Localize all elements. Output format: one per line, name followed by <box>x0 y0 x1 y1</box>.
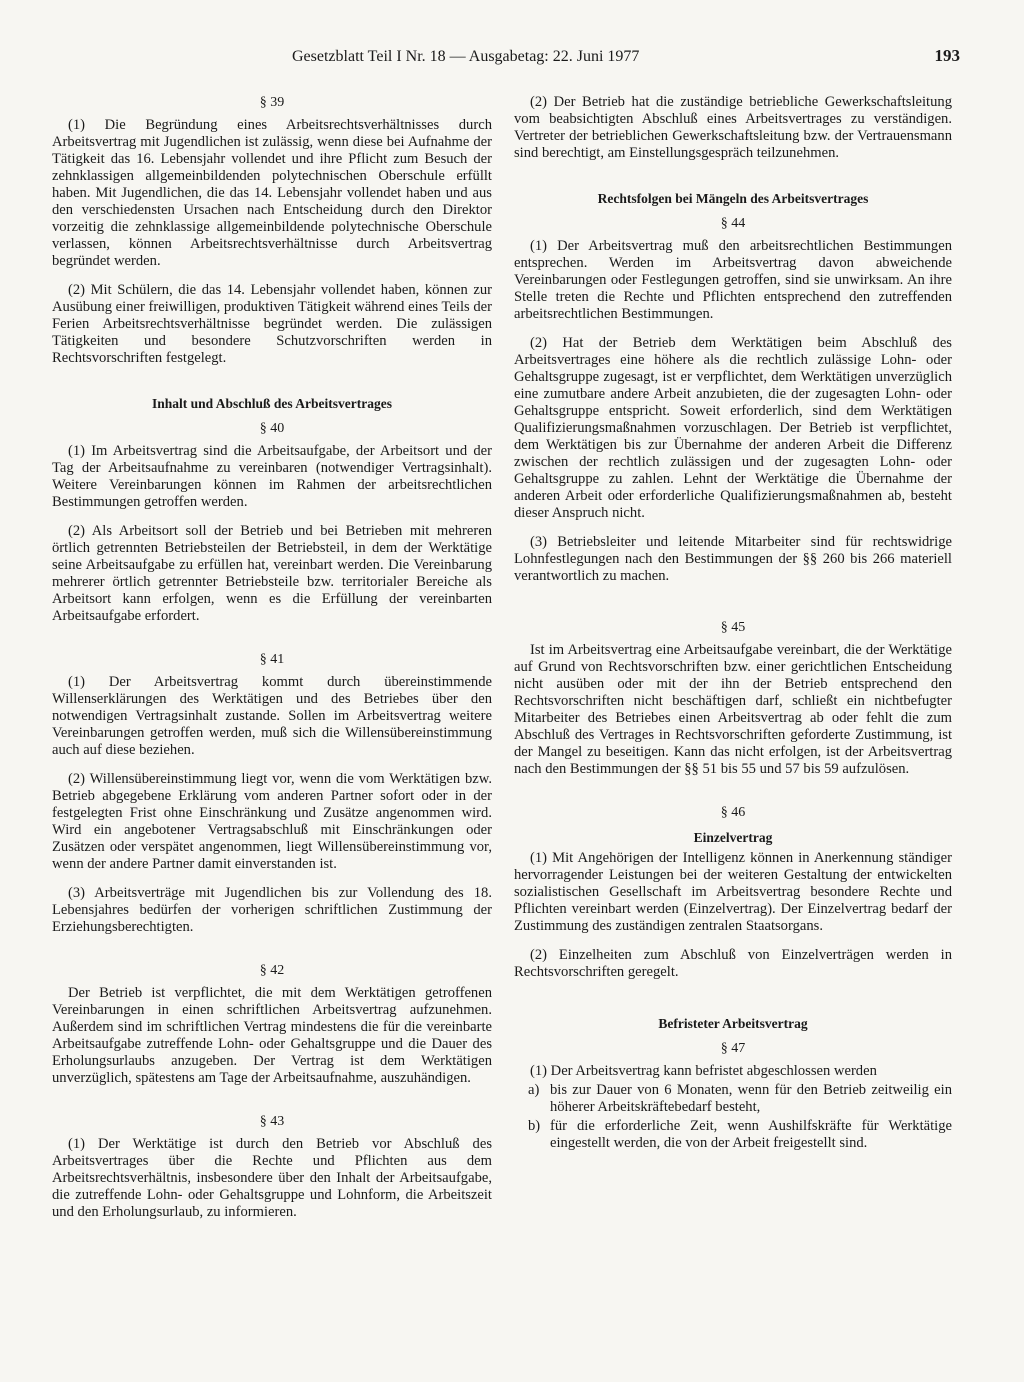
section-46-para-1: (1) Mit Angehörigen der Intelligenz können in Anerkennung ständiger hervorragender Leistungen bei der weiteren Gestaltung der entwickelten sozialistischen Gesellschaft im Arbeitsvertrag besondere Rechte und Pflichten vereinbart werden (Einzelvertrag). Der Einzelvertrag bedarf der Zustimmung des zuständigen zentralen Staatsorgans. <box>514 850 952 934</box>
section-41-para-2: (2) Willensübereinstimmung liegt vor, wenn die vom Werktätigen bzw. Betrieb abgegebene Erklärung vom anderen Partner sofort oder in der festgelegten Frist ohne Einschränkung und Zusätze angenommen wird. Wird ein angebotener Vertragsabschluß mit Einschränkungen oder Zusätzen oder verspätet angenommen, liegt Willensübereinstimmung vor, wenn der andere Partner damit einverstanden ist. <box>52 771 492 872</box>
section-42-para-1: Der Betrieb ist verpflichtet, die mit dem Werktätigen getroffenen Vereinbarungen in einen schriftlichen Arbeitsvertrag aufzunehmen. Außerdem sind im schriftlichen Vertrag mindestens die für die vereinbarte Arbeitsaufgabe zutreffende Lohn- oder Gehaltsgruppe und die Dauer des Erholungsurlaubs anzugeben. Der Vertrag ist dem Werktätigen unverzüglich, spätestens am Tage der Arbeitsaufnahme, auszuhändigen. <box>52 985 492 1086</box>
section-45-para-1: Ist im Arbeitsvertrag eine Arbeitsaufgabe vereinbart, die der Werktätige auf Grund von Rechtsvorschriften bzw. einer gerichtlichen Entscheidung nicht ausüben oder mit der ihn der Betrieb entsprechend den Rechtsvorschriften nicht beschäftigen darf, schließt ein nichtbefugter Mitarbeiter des Betriebes einen Arbeitsvertrag ab oder fehlt die zum Abschluß des Vertrages in Rechtsvorschriften geforderte Zustimmung, ist der Mangel zu beseitigen. Kann das nicht erfolgen, ist der Arbeitsvertrag nach den Bestimmungen der §§ 51 bis 55 und 57 bis 59 aufzulösen. <box>514 642 952 777</box>
section-41-para-3: (3) Arbeitsverträge mit Jugendlichen bis zur Vollendung des 18. Lebensjahres bedürfen der vorherigen schriftlichen Zustimmung der Erziehungsberechtigten. <box>52 885 492 935</box>
section-46-para-2: (2) Einzelheiten zum Abschluß von Einzelverträgen werden in Rechtsvorschriften geregelt. <box>514 947 952 980</box>
page-header <box>70 48 960 74</box>
page-number: 193 <box>934 46 960 65</box>
list-item-label: a) <box>528 1082 540 1098</box>
section-41-title: § 41 <box>259 652 285 667</box>
section-43-para-2: (2) Der Betrieb hat die zuständige betriebliche Gewerkschaftsleitung vom beabsichtigten Abschluß eines Arbeitsvertrages zu verständigen. Vertreter der betrieblichen Gewerkschaftsleitung bzw. der Vertrauensmann sind berechtigt, am Einstellungsgespräch teilzunehmen. <box>514 94 952 161</box>
heading-befristet: Befristeter Arbeitsvertrag <box>658 1016 808 1031</box>
section-44-para-2: (2) Hat der Betrieb dem Werktätigen beim Abschluß des Arbeitsvertrages eine höhere als die rechtlich zulässige Lohn- oder Gehaltsgruppe zugesagt, ist er verpflichtet, dem Werktätigen unverzüglich eine zumutbare andere Arbeit anzubieten, die der zugesagten Lohn- oder Gehaltsgruppe entspricht. Soweit erforderlich, sind dem Werktätigen Qualifizierungsmaßnahmen vorzuschlagen. Der Betrieb ist verpflichtet, dem Werktätigen bis zur Übernahme der anderen Arbeit die Differenz zwischen der rechtlich zulässigen und der zugesagten Lohn- oder Gehaltsgruppe zu zahlen. Lehnt der Werktätige die Übernahme der anderen Arbeit oder erforderliche Qualifizierungsmaßnahmen ab, besteht dieser Anspruch nicht. <box>514 335 952 521</box>
section-40-para-2: (2) Als Arbeitsort soll der Betrieb und bei Betrieben mit mehreren örtlich getrennten Betriebsteilen der Betriebsteil, in dem der Werktätige seine Arbeitsaufgabe zu erfüllen hat, vereinbart werden. Die Vereinbarung mehrerer örtlich getrennter Betriebsteile bzw. territorialer Bereiche als Arbeitsort kann erfolgen, wenn es die Erfüllung der vereinbarten Arbeitsaufgabe erfordert. <box>52 523 492 624</box>
heading-inhalt-abschluss: Inhalt und Abschluß des Arbeitsvertrages <box>151 396 393 411</box>
section-44-para-3: (3) Betriebsleiter und leitende Mitarbeiter sind für rechtswidrige Lohnfestlegungen nach den Bestimmungen der §§ 260 bis 266 materiell verantwortlich zu machen. <box>514 534 952 584</box>
list-item <box>514 1082 952 1116</box>
section-47-title: § 47 <box>720 1041 746 1056</box>
section-47-para-1: (1) Der Arbeitsvertrag kann befristet abgeschlossen werden <box>530 1063 877 1079</box>
list-item-text: für die erforderliche Zeit, wenn Aushilfskräfte für Werktätige eingestellt werden, die von der Arbeit freigestellt sind. <box>550 1118 952 1151</box>
right-column <box>514 90 952 1152</box>
section-43-para-1: (1) Der Werktätige ist durch den Betrieb vor Abschluß des Arbeitsvertrages über die Rechte und Pflichten aus dem Arbeitsrechtsverhältnis, insbesondere über den Inhalt der Arbeitsaufgabe, die zutreffende Lohn- oder Gehaltsgruppe und Lohnform, die Arbeitszeit und den Erholungsurlaub, zu informieren. <box>52 1136 492 1220</box>
left-column <box>52 90 492 1221</box>
section-44-para-1: (1) Der Arbeitsvertrag muß den arbeitsrechtlichen Bestimmungen entsprechen. Werden im Arbeitsvertrag davon abweichende Vereinbarungen oder Festlegungen getroffen, sind sie unwirksam. An ihre Stelle treten die Rechte und Pflichten entsprechend den zutreffenden arbeitsrechtlichen Bestimmungen. <box>514 238 952 322</box>
section-46-title: § 46 <box>720 805 746 820</box>
section-39-para-2: (2) Mit Schülern, die das 14. Lebensjahr vollendet haben, können zur Ausübung einer freiwilligen, produktiven Tätigkeit während eines Teils der Ferien Arbeitsrechtsverhältnisse begründet werden. Die zulässigen Tätigkeiten und besondere Schutzvorschriften werden in Rechtsvorschriften festgelegt. <box>52 282 492 366</box>
section-39-title: § 39 <box>259 95 285 110</box>
section-44-title: § 44 <box>720 216 746 231</box>
section-39-para-1: (1) Die Begründung eines Arbeitsrechtsverhältnisses durch Arbeitsvertrag mit Jugendlichen ist zulässig, wenn diese bei Aufnahme der Tätigkeit das 16. Lebensjahr vollendet und ihre Pflicht zum Besuch der zehnklassigen allgemeinbildenden polytechnischen Oberschule erfüllt haben. Mit Jugendlichen, die das 14. Lebensjahr vollendet haben und aus den verschiedensten Ursachen nach Entscheidung durch den Direktor vorzeitig die zehnklassige allgemeinbildende polytechnische Oberschule verlassen, können Arbeitsrechtsverhältnisse durch Arbeitsvertrag begründet werden. <box>52 117 492 269</box>
list-item-text: bis zur Dauer von 6 Monaten, wenn für den Betrieb zeitweilig ein höherer Arbeitskräftebedarf besteht, <box>550 1082 952 1115</box>
section-40-para-1: (1) Im Arbeitsvertrag sind die Arbeitsaufgabe, der Arbeitsort und der Tag der Arbeitsaufnahme zu vereinbaren (notwendiger Vertragsinhalt). Weitere Vereinbarungen können im Rahmen der arbeitsrechtlichen Bestimmungen getroffen werden. <box>52 443 492 510</box>
section-45-title: § 45 <box>720 620 746 635</box>
section-42-title: § 42 <box>259 963 285 978</box>
section-43-title: § 43 <box>259 1114 285 1129</box>
section-46-subtitle: Einzelvertrag <box>693 830 773 845</box>
section-40-title: § 40 <box>259 421 285 436</box>
gazette-title: Gesetzblatt Teil I Nr. 18 — Ausgabetag: 22. Juni 1977 <box>292 48 640 65</box>
heading-rechtsfolgen: Rechtsfolgen bei Mängeln des Arbeitsvertrages <box>597 191 869 206</box>
section-41-para-1: (1) Der Arbeitsvertrag kommt durch übereinstimmende Willenserklärungen des Werktätigen und des Betriebes über den notwendigen Vertragsinhalt zustande. Sollen im Arbeitsvertrag weitere Vereinbarungen getroffen werden, muß sich die Willensübereinstimmung auch auf diese beziehen. <box>52 674 492 758</box>
list-item-label: b) <box>528 1118 541 1134</box>
list-item <box>514 1118 952 1152</box>
